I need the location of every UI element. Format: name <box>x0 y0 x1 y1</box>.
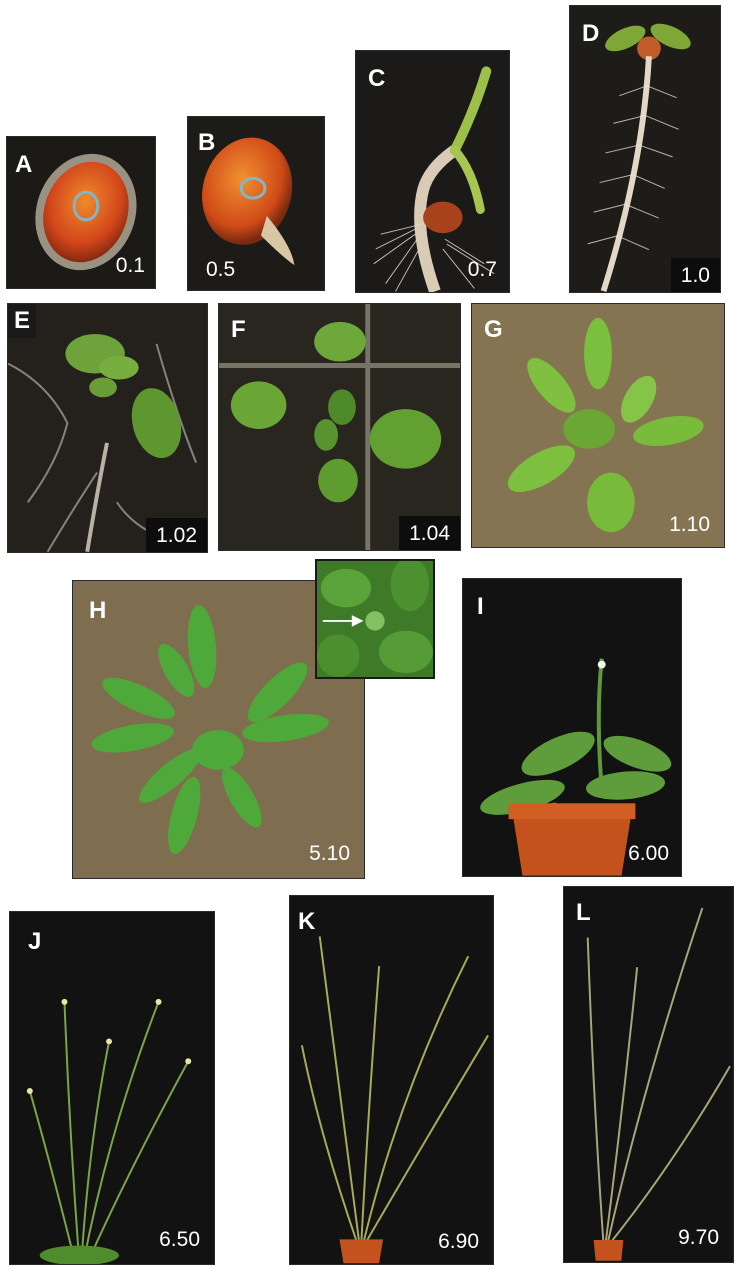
panel-letter: B <box>198 129 216 156</box>
panel-letter: D <box>582 20 600 47</box>
two-leaf-seedling-image <box>8 304 207 552</box>
senescent-plant-image <box>564 887 733 1262</box>
stage-label: 9.70 <box>678 1226 719 1249</box>
panel-j <box>9 911 215 1265</box>
stage-label: 5.10 <box>309 842 350 865</box>
panel-i <box>462 578 682 877</box>
stage-label: 1.04 <box>399 516 460 550</box>
panel-b <box>187 116 325 291</box>
stage-label: 1.10 <box>669 513 710 536</box>
panel-letter: K <box>298 908 316 935</box>
panel-letter: G <box>484 316 503 343</box>
panel-letter: E <box>8 304 36 338</box>
panel-f <box>218 303 461 551</box>
panel-letter: C <box>368 65 386 92</box>
inflorescence-mid-flowering-image <box>10 912 214 1264</box>
panel-letter: L <box>576 899 591 926</box>
panel-letter: A <box>15 151 33 178</box>
four-leaf-seedling-image <box>219 304 460 550</box>
stage-label: 6.50 <box>159 1228 200 1251</box>
stage-label: 1.0 <box>671 258 720 292</box>
panel-k <box>289 895 494 1265</box>
panel-letter: J <box>28 928 42 955</box>
panel-letter: F <box>231 316 246 343</box>
stage-label: 0.1 <box>115 254 145 277</box>
panel-d <box>569 5 721 293</box>
stage-label: 1.02 <box>146 518 207 552</box>
panel-e <box>7 303 208 553</box>
stage-label: 6.90 <box>438 1230 479 1253</box>
ten-leaf-rosette-image <box>472 304 724 547</box>
arrow-icon <box>317 561 433 677</box>
panel-g <box>471 303 725 548</box>
panel-letter: H <box>89 597 107 624</box>
stage-label: 0.5 <box>206 258 236 281</box>
panel-letter: I <box>477 593 484 620</box>
panel-c <box>355 50 510 293</box>
panel-h-inset <box>315 559 435 679</box>
flowering-plant-in-pot-image <box>463 579 681 876</box>
stage-label: 0.7 <box>467 258 497 281</box>
stage-label: 6.00 <box>628 842 669 865</box>
seedling-with-root-hairs-image <box>570 6 720 292</box>
panel-l <box>563 886 734 1263</box>
flowering-complete-image <box>290 896 493 1264</box>
panel-a <box>6 136 156 289</box>
